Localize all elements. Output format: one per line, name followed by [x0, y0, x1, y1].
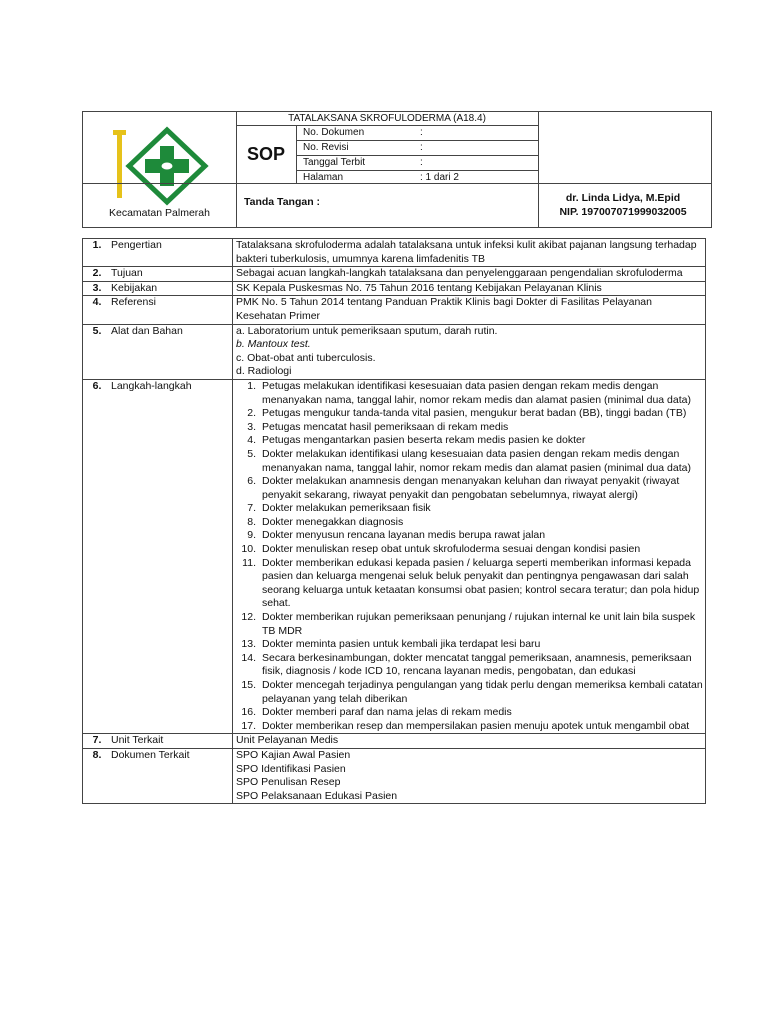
row-label: 1. Pengertian	[83, 239, 233, 267]
pengertian-text: Tatalaksana skrofuloderma adalah tatalaksana untuk infeksi kulit akibat pajanan langsung terhadap bakteri tuberkulosis, umumnya karena limfadenitis TB	[233, 239, 706, 267]
table-row	[83, 281, 706, 296]
document-title: TATALAKSANA SKROFULODERMA (A18.4)	[236, 112, 538, 126]
row-label: 4. Referensi	[83, 296, 233, 324]
step-item: 14. Secara berkesinambungan, dokter mencatat tanggal pemeriksaan, anamnesis, pemeriksaan fisik, diagnosis / kode ICD 10, rencana layanan medis, pengobatan, dan edukasi	[241, 651, 692, 678]
logo-cell	[83, 112, 237, 227]
meta-key: Tanggal Terbit	[303, 157, 366, 168]
table-row	[83, 267, 706, 282]
meta-value: : 1 dari 2	[420, 172, 459, 183]
list-item: SPO Identifikasi Pasien	[236, 762, 346, 775]
step-item: 12. Dokter memberikan rujukan pemeriksaan penunjang / rujukan internal ke unit lain bila suspek TB MDR	[241, 611, 696, 637]
step-item: 11. Dokter memberikan edukasi kepada pasien / keluarga seperti memberikan informasi kepada pasien dan keluarga mengenai seluk beluk penyakit dan pentingnya pengawasan dari salah seorang keluarga untuk ketaatan konsumsi obat pasien; kontrol secara teratur; dan pola hidup sehat.	[242, 556, 700, 610]
steps-cell	[233, 379, 706, 733]
step-item: 10. Dokter menuliskan resep obat untuk skrofuloderma sesuai dengan kondisi pasien	[241, 543, 641, 556]
step-item: 5. Dokter melakukan identifikasi ulang kesesuaian data pasien dengan rekam medis dengan menanyakan nama, tanggal lahir, nomor rekam medis dan alamat pasien (minimal dua data)	[247, 447, 691, 474]
list-item: SPO Kajian Awal Pasien	[236, 748, 351, 761]
sop-header	[82, 111, 712, 228]
list-item: d. Radiologi	[236, 365, 292, 378]
signer-name: dr. Linda Lidya, M.Epid	[565, 192, 681, 204]
kebijakan-text: SK Kepala Puskesmas No. 75 Tahun 2016 tentang Kebijakan Pelayanan Klinis	[233, 281, 706, 296]
signer-nip: NIP. 197007071999032005	[559, 206, 687, 218]
step-item: 2. Petugas mengukur tanda-tanda vital pasien, mengukur berat badan (BB), tinggi badan (TB)	[247, 407, 687, 420]
meta-row	[297, 141, 538, 156]
dokumen-list	[233, 748, 706, 803]
table-row	[83, 748, 706, 803]
referensi-text: PMK No. 5 Tahun 2014 tentang Panduan Praktik Klinis bagi Dokter di Fasilitas Pelayanan Kesehatan Primer	[233, 296, 706, 324]
table-row	[83, 734, 706, 749]
meta-key: Halaman	[303, 172, 344, 183]
sop-table	[82, 238, 706, 804]
step-item: 8. Dokter menegakkan diagnosis	[247, 515, 404, 528]
step-item: 1. Petugas melakukan identifikasi kesesuaian data pasien dengan rekam medis dengan menanyakan nama, tanggal lahir, nomor rekam medis dan alamat pasien (minimal dua data)	[247, 379, 691, 406]
table-row	[83, 379, 706, 733]
table-row	[83, 296, 706, 324]
meta-row	[297, 156, 538, 171]
row-label: 6. Langkah-langkah	[83, 379, 233, 733]
signature-label: Tanda Tangan :	[244, 196, 321, 208]
step-item: 7. Dokter melakukan pemeriksaan fisik	[247, 502, 431, 515]
organization-name: Kecamatan Palmerah	[109, 207, 210, 219]
unit-text: Unit Pelayanan Medis	[233, 734, 706, 749]
signer-block	[543, 191, 703, 219]
alat-list	[233, 324, 706, 379]
step-item: 16. Dokter memberi paraf dan nama jelas di rekam medis	[241, 706, 512, 719]
table-row	[83, 324, 706, 379]
step-item: 3. Petugas mencatat hasil pemeriksaan di rekam medis	[247, 420, 509, 433]
steps-list	[236, 380, 705, 733]
list-item: a. Laboratorium untuk pemeriksaan sputum, darah rutin.	[236, 324, 498, 337]
sop-label: SOP	[236, 126, 297, 183]
meta-value: :	[420, 142, 423, 153]
puskesmas-logo-icon	[109, 126, 223, 206]
step-item: 4. Petugas mengantarkan pasien beserta rekam medis pasien ke dokter	[247, 434, 586, 447]
table-row	[83, 239, 706, 267]
row-label: 5. Alat dan Bahan	[83, 324, 233, 379]
list-item: c. Obat-obat anti tuberculosis.	[236, 351, 376, 364]
meta-value: :	[420, 157, 423, 168]
step-item: 13. Dokter meminta pasien untuk kembali jika terdapat lesi baru	[241, 638, 541, 651]
meta-key: No. Dokumen	[303, 127, 365, 138]
row-label: 8. Dokumen Terkait	[83, 748, 233, 803]
step-item: 9. Dokter menyusun rencana layanan medis berupa rawat jalan	[247, 529, 546, 542]
document-meta	[297, 126, 538, 185]
list-item: SPO Penulisan Resep	[236, 776, 341, 789]
meta-row	[297, 126, 538, 141]
list-item: b. Mantoux test.	[236, 338, 311, 351]
step-item: 15. Dokter mencegah terjadinya pengulangan yang tidak perlu dengan memeriksa kembali catatan pelayanan yang telah diberikan	[241, 679, 703, 705]
row-label: 7. Unit Terkait	[83, 734, 233, 749]
list-item: SPO Pelaksanaan Edukasi Pasien	[236, 789, 398, 802]
meta-value: :	[420, 127, 423, 138]
meta-key: No. Revisi	[303, 142, 349, 153]
tujuan-text: Sebagai acuan langkah-langkah tatalaksana dan penyelenggaraan pengendalian skrofuloderma	[233, 267, 706, 282]
row-label: 2. Tujuan	[83, 267, 233, 282]
step-item: 6. Dokter melakukan anamnesis dengan menanyakan keluhan dan riwayat penyakit (riwayat penyakit sekarang, riwayat penyakit dan pengobatan sebelumnya, riwayat alergi)	[247, 475, 680, 501]
step-item: 17. Dokter memberikan resep dan mempersilakan pasien menuju apotek untuk mengambil obat	[241, 719, 690, 732]
row-label: 3. Kebijakan	[83, 281, 233, 296]
document-info	[236, 112, 539, 227]
